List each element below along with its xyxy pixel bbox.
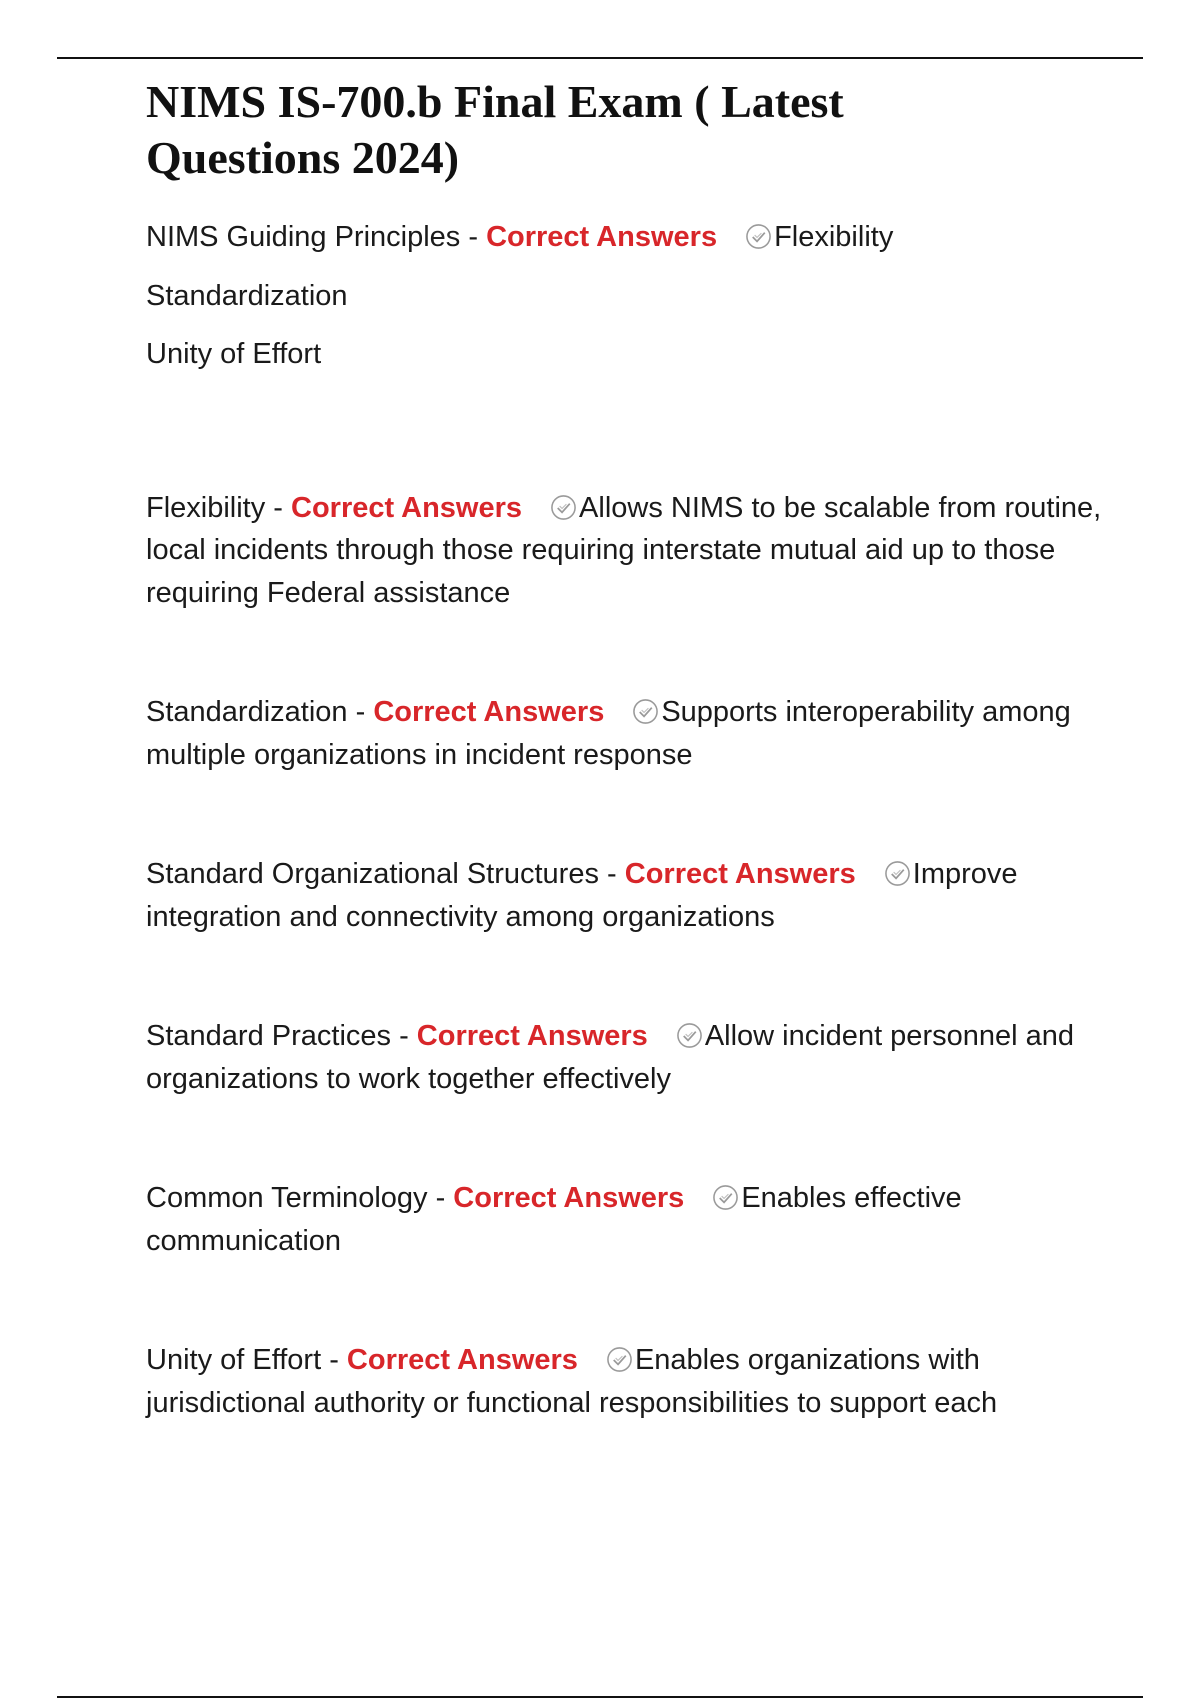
correct-answers-label: Correct Answers: [453, 1182, 685, 1214]
check-circle-icon: [632, 698, 659, 725]
correct-answers-label: Correct Answers: [291, 491, 523, 524]
document-body: [146, 74, 1106, 1424]
check-circle-icon: [884, 860, 911, 887]
entry-answer: Supports interoperability among multiple organizations in incident response: [146, 696, 1071, 771]
correct-answers-label: Correct Answers: [373, 696, 605, 728]
check-circle-icon: [550, 494, 577, 521]
check-circle-icon: [712, 1184, 739, 1211]
entry-answer: Allow incident personnel and organizations to work together effectively: [146, 1020, 1074, 1095]
entry-term: NIMS Guiding Principles -: [146, 221, 487, 253]
top-rule: [57, 57, 1143, 59]
entry-term: Unity of Effort -: [146, 1344, 347, 1376]
bottom-rule: [57, 1696, 1143, 1698]
check-circle-icon: [606, 1346, 633, 1373]
qa-entry: [146, 216, 1106, 259]
check-circle-icon: [676, 1022, 703, 1049]
document-title: NIMS IS-700.b Final Exam ( Latest Questions 2024): [146, 76, 844, 183]
check-circle-icon: [745, 223, 772, 250]
entry-answer: Improve integration and connectivity among organizations: [146, 858, 1018, 933]
qa-entry: [146, 1339, 1106, 1424]
entry-answer: Enables organizations with jurisdictional authority or functional responsibilities to support each: [146, 1344, 998, 1419]
qa-entry: [146, 1177, 1106, 1262]
correct-answers-label: Correct Answers: [624, 858, 856, 890]
entry-answer: Flexibility: [774, 221, 894, 253]
qa-entry: [146, 487, 1106, 615]
entry-term: Standard Practices -: [146, 1020, 417, 1052]
qa-entry: [146, 691, 1106, 776]
correct-answers-label: Correct Answers: [486, 221, 718, 253]
entry-term: Flexibility -: [146, 491, 292, 524]
entry-term: Standard Organizational Structures -: [146, 858, 625, 890]
correct-answers-label: Correct Answers: [346, 1344, 578, 1376]
qa-entry: [146, 1015, 1106, 1100]
answer-line: Unity of Effort: [146, 338, 322, 370]
entry-term: Standardization -: [146, 696, 374, 728]
entry-answer: Enables effective communication: [146, 1182, 962, 1257]
entry-answer: Allows NIMS to be scalable from routine, local incidents through those requiring interstate mutual aid up to those requiring Federal assistance: [146, 491, 1102, 609]
qa-entry: [146, 853, 1106, 938]
entry-term: Common Terminology -: [146, 1182, 454, 1214]
answer-line: Standardization: [146, 279, 348, 312]
correct-answers-label: Correct Answers: [416, 1020, 648, 1052]
